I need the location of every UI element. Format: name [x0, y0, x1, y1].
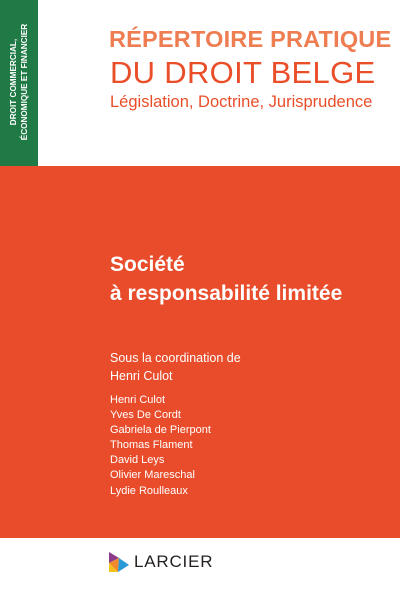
- cover-footer: [0, 538, 400, 600]
- coordinator-name: Henri Culot: [110, 369, 173, 383]
- coordination-label: Sous la coordination de: [110, 351, 241, 365]
- title-band: [0, 166, 400, 538]
- collection-label: [8, 2, 30, 162]
- series-subtitle: Législation, Doctrine, Jurisprudence: [110, 93, 373, 111]
- author-name: Olivier Mareschal: [110, 469, 195, 482]
- author-name: David Leys: [110, 454, 165, 467]
- series-title-line1: RÉPERTOIRE PRATIQUE: [109, 26, 392, 52]
- coordination: [110, 349, 241, 385]
- collection-label-line2: ÉCONOMIQUE ET FINANCIER: [20, 23, 29, 141]
- book-title: [110, 250, 342, 308]
- author-name: Lydie Roulleaux: [110, 484, 188, 497]
- larcier-logo-icon: [109, 552, 129, 572]
- series-title-line2: DU DROIT BELGE: [110, 55, 376, 90]
- author-name: Thomas Flament: [110, 439, 193, 452]
- collection-spine: [0, 0, 38, 166]
- book-title-line2: à responsabilité limitée: [110, 282, 343, 305]
- author-name: Gabriela de Pierpont: [110, 424, 211, 437]
- author-name: Yves De Cordt: [110, 409, 181, 422]
- cover-header: [0, 0, 400, 166]
- collection-label-line1: DROIT COMMERCIAL,: [9, 38, 18, 126]
- author-list: [110, 393, 211, 499]
- book-title-line1: Société: [110, 253, 185, 276]
- publisher-name: LARCIER: [134, 552, 214, 571]
- author-name: Henri Culot: [110, 394, 166, 406]
